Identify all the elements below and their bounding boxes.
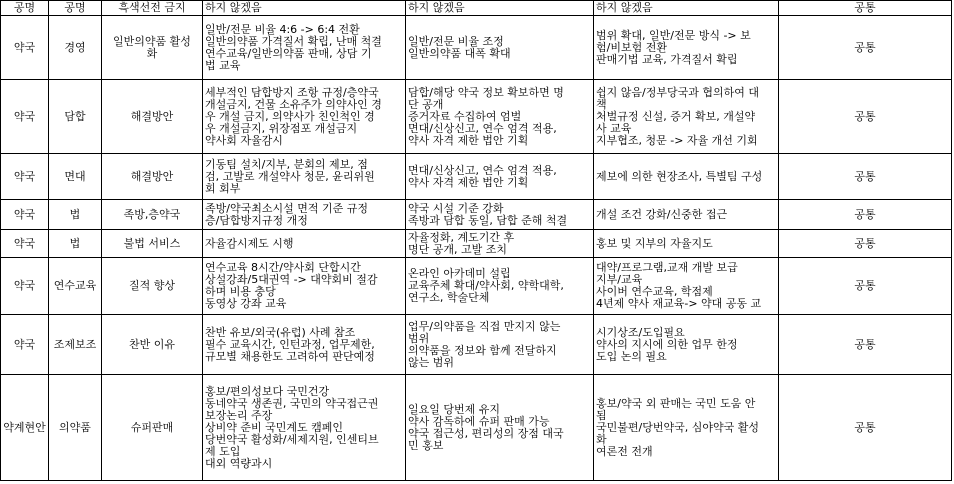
- header-cell: 하지 않겠음: [406, 1, 594, 16]
- cell-line: 처벌규정 신설, 증거 확보, 개설약: [596, 109, 756, 123]
- c4-cell: [203, 16, 406, 80]
- cell-line: 사 교육: [596, 121, 632, 135]
- cell-line: 홍보/편의성보다 국민건강: [205, 384, 330, 398]
- c1-cell: 약계현안: [1, 375, 49, 481]
- cell-line: 약국 시설 기준 강화: [408, 201, 504, 215]
- cell-line: 해결방안: [130, 109, 174, 123]
- cell-line: 여론전 전개: [596, 444, 653, 458]
- c5-cell: [406, 80, 594, 154]
- c3-cell: [102, 230, 203, 258]
- cell-line: 보장논리 주장: [205, 408, 273, 422]
- cell-line: 4년제 약사 재교육-> 약대 공동 교: [596, 297, 762, 310]
- cell-line: 세부적인 담합방지 조항 규정/층약국: [205, 85, 379, 99]
- header-cell: 공명: [1, 1, 49, 16]
- cell-line: 질적 향상: [128, 279, 175, 292]
- c3-cell: [102, 315, 203, 375]
- table-row: [1, 315, 952, 375]
- c7-cell: 공통: [779, 315, 952, 375]
- cell-line: 일반의약품 활성: [113, 34, 191, 48]
- cell-line: 기동팀 설치/지부, 분회의 제보, 점: [205, 157, 368, 171]
- table-row: [1, 230, 952, 258]
- cell-line: 민 홍보: [408, 438, 444, 452]
- table-row: [1, 375, 952, 481]
- c5-cell: [406, 230, 594, 258]
- cell-line: 연수교육 8시간/약사회 단합시간: [205, 261, 361, 274]
- table-row: [1, 200, 952, 230]
- c7-cell: 공통: [779, 258, 952, 315]
- cell-line: 도입 논의 필요: [596, 349, 667, 363]
- c4-cell: [203, 375, 406, 481]
- cell-line: 약국 접근성, 편리성의 장점 대국: [408, 426, 564, 440]
- cell-line: 자율감시제도 시행: [205, 236, 294, 250]
- c1-cell: 약국: [1, 154, 49, 200]
- table-row: [1, 154, 952, 200]
- header-cell: 하지 않겠음: [203, 1, 406, 16]
- c7-cell: 공통: [779, 230, 952, 258]
- cell-line: 족방과 담합 동일, 담합 준해 척결: [408, 213, 568, 227]
- cell-line: 족방/약국최소시설 면적 기준 규정: [205, 201, 368, 215]
- cell-line: 약사의 지시에 의한 업무 한정: [596, 337, 738, 351]
- c4-cell: [203, 154, 406, 200]
- cell-line: 약사회 자율감시: [205, 133, 283, 147]
- c2-cell: 법: [49, 230, 102, 258]
- c1-cell: 약국: [1, 80, 49, 154]
- c6-cell: [594, 258, 779, 315]
- cell-line: 의약품을 정보와 함께 전달하지: [408, 343, 557, 357]
- c4-cell: [203, 80, 406, 154]
- cell-line: 책: [596, 97, 607, 111]
- cell-line: 불법 서비스: [123, 236, 181, 250]
- c7-cell: 공통: [779, 154, 952, 200]
- cell-line: 연수교육/일반의약품 판매, 상담 기: [205, 46, 372, 60]
- cell-line: 단 공개: [408, 97, 444, 111]
- cell-line: 개설 조건 강화/신중한 접근: [596, 207, 728, 221]
- c4-cell: [203, 258, 406, 315]
- c2-cell: 연수교육: [49, 258, 102, 315]
- cell-line: 찬반 이유: [128, 337, 175, 351]
- cell-line: 쉽지 않음/정부당국과 협의하여 대: [596, 85, 759, 99]
- c6-cell: [594, 230, 779, 258]
- cell-line: 법 교육: [205, 58, 241, 72]
- cell-line: 연구소, 학술단체: [408, 291, 490, 304]
- table-body: [1, 1, 952, 481]
- cell-line: 약사 자격 제한 법안 기획: [408, 175, 529, 189]
- table-row: [1, 16, 952, 80]
- c7-cell: 공통: [779, 80, 952, 154]
- cell-line: 명단 공개, 고발 조치: [408, 242, 507, 256]
- c1-cell: 약국: [1, 16, 49, 80]
- cell-line: 필수 교육시간, 인턴과정, 업무제한,: [205, 337, 375, 351]
- cell-line: 교육주체 확대/약사회, 약학대학,: [408, 279, 564, 292]
- c2-cell: 면대: [49, 154, 102, 200]
- cell-line: 동영상 강좌 교육: [205, 297, 287, 310]
- cell-line: 상비약 준비 국민계도 캠페인: [205, 420, 344, 434]
- cell-line: 시기상조/도입필요: [596, 325, 685, 339]
- table-row: [1, 258, 952, 315]
- cell-line: 면대/신상신고, 연수 엄격 적용,: [408, 121, 557, 135]
- cell-line: 해결방안: [130, 169, 174, 183]
- c1-cell: 약국: [1, 200, 49, 230]
- cell-line: 국민불편/당번약국, 심야약국 활성: [596, 420, 759, 434]
- cell-line: 약사 감독하에 슈퍼 판매 가능: [408, 414, 550, 428]
- cell-line: 동네약국 생존권, 국민의 약국접근권: [205, 396, 379, 410]
- c3-cell: [102, 258, 203, 315]
- c6-cell: [594, 16, 779, 80]
- c2-cell: 경영: [49, 16, 102, 80]
- c6-cell: [594, 154, 779, 200]
- cell-line: 일반의약품 가격질서 확립, 난매 척결: [205, 34, 382, 48]
- cell-line: 험/비보험 전환: [596, 40, 667, 54]
- header-row: [1, 1, 952, 16]
- cell-line: 않는 범위: [408, 355, 455, 369]
- cell-line: 제 도입: [205, 444, 241, 458]
- c3-cell: [102, 375, 203, 481]
- cell-line: 판매기법 교육, 가격질서 확립: [596, 52, 738, 66]
- cell-line: 약사 자격 제한 법안 기획: [408, 133, 529, 147]
- cell-line: 담합/해당 약국 정보 확보하면 명: [408, 85, 564, 99]
- cell-line: 일반/전문 비율 조정: [408, 34, 504, 48]
- c4-cell: [203, 230, 406, 258]
- cell-line: 일요일 당번제 유지: [408, 402, 501, 416]
- cell-line: 일반의약품 대폭 확대: [408, 46, 511, 60]
- c7-cell: 공통: [779, 16, 952, 80]
- c5-cell: [406, 154, 594, 200]
- cell-line: 슈퍼판매: [130, 420, 174, 434]
- table-row: [1, 80, 952, 154]
- cell-line: 하며 비용 충당: [205, 285, 276, 298]
- c2-cell: 의약품: [49, 375, 102, 481]
- c4-cell: [203, 200, 406, 230]
- c3-cell: [102, 16, 203, 80]
- header-cell: 공통: [779, 1, 952, 16]
- cell-line: 지부/교육: [596, 273, 643, 286]
- cell-line: 회 회부: [205, 181, 241, 195]
- cell-line: 지부협조, 청문 -> 자율 개선 기회: [596, 133, 758, 147]
- cell-line: 면대/신상신고, 연수 엄격 적용,: [408, 163, 557, 177]
- cell-line: 범위 확대, 일반/전문 방식 -> 보: [596, 28, 751, 42]
- cell-line: 증거자료 수집하여 엄벌: [408, 109, 522, 123]
- c1-cell: 약국: [1, 230, 49, 258]
- cell-line: 업무/의약품을 직접 만지지 않는: [408, 319, 561, 333]
- cell-line: 상설강좌/5대권역 -> 대약회비 절감: [205, 273, 378, 286]
- header-cell: 공명: [49, 1, 102, 16]
- cell-line: 온라인 아카데미 설립: [408, 267, 511, 280]
- c3-cell: [102, 80, 203, 154]
- header-cell: 하지 않겠음: [594, 1, 779, 16]
- c6-cell: [594, 80, 779, 154]
- c3-cell: [102, 200, 203, 230]
- cell-line: 범위: [408, 331, 430, 345]
- c7-cell: 공통: [779, 200, 952, 230]
- cell-line: 제보에 의한 현장조사, 특별팀 구성: [596, 169, 763, 183]
- c2-cell: 법: [49, 200, 102, 230]
- cell-line: 개설금지, 건물 소유주가 의약사인 경: [205, 97, 382, 111]
- cell-line: 됨: [596, 408, 607, 422]
- c6-cell: [594, 375, 779, 481]
- cell-line: 일반/전문 비율 4:6 -> 6:4 전환: [205, 22, 360, 36]
- cell-line: 규모별 채용한도 고려하여 판단예정: [205, 349, 375, 363]
- cell-line: 찬반 유보/외국(유럽) 사례 참조: [205, 325, 356, 339]
- cell-line: 홍보 및 지부의 자율지도: [596, 236, 713, 250]
- cell-line: 우 개설 금지, 의약사가 친인척인 경: [205, 109, 375, 123]
- c6-cell: [594, 315, 779, 375]
- c5-cell: [406, 258, 594, 315]
- c6-cell: [594, 200, 779, 230]
- cell-line: 대외 역량과시: [205, 456, 273, 470]
- cell-line: 화: [596, 432, 607, 446]
- cell-line: 검, 고발로 개설약사 청문, 윤리위원: [205, 169, 375, 183]
- c5-cell: [406, 315, 594, 375]
- cell-line: 사이버 연수교육, 학점제: [596, 285, 713, 298]
- c1-cell: 약국: [1, 258, 49, 315]
- c5-cell: [406, 200, 594, 230]
- cell-line: 당번약국 활성화/세제지원, 인센티브: [205, 432, 379, 446]
- cell-line: 자율정화, 계도기간 후: [408, 230, 515, 244]
- c2-cell: 조제보조: [49, 315, 102, 375]
- cell-line: 대약/프로그램,교재 개발 보급: [596, 261, 738, 274]
- c5-cell: [406, 16, 594, 80]
- c5-cell: [406, 375, 594, 481]
- c7-cell: 공통: [779, 375, 952, 481]
- cell-line: 홍보/약국 외 판매는 국민 도움 안: [596, 396, 756, 410]
- cell-line: 우 개설금지, 위장점포 개설금지: [205, 121, 358, 135]
- cell-line: 화: [146, 46, 158, 60]
- c3-cell: [102, 154, 203, 200]
- c1-cell: 약국: [1, 315, 49, 375]
- cell-line: 층/담합방지규정 개정: [205, 213, 308, 227]
- header-cell: 흑색선전 금지: [102, 1, 203, 16]
- c2-cell: 담합: [49, 80, 102, 154]
- c4-cell: [203, 315, 406, 375]
- cell-line: 족방,층약국: [123, 207, 181, 221]
